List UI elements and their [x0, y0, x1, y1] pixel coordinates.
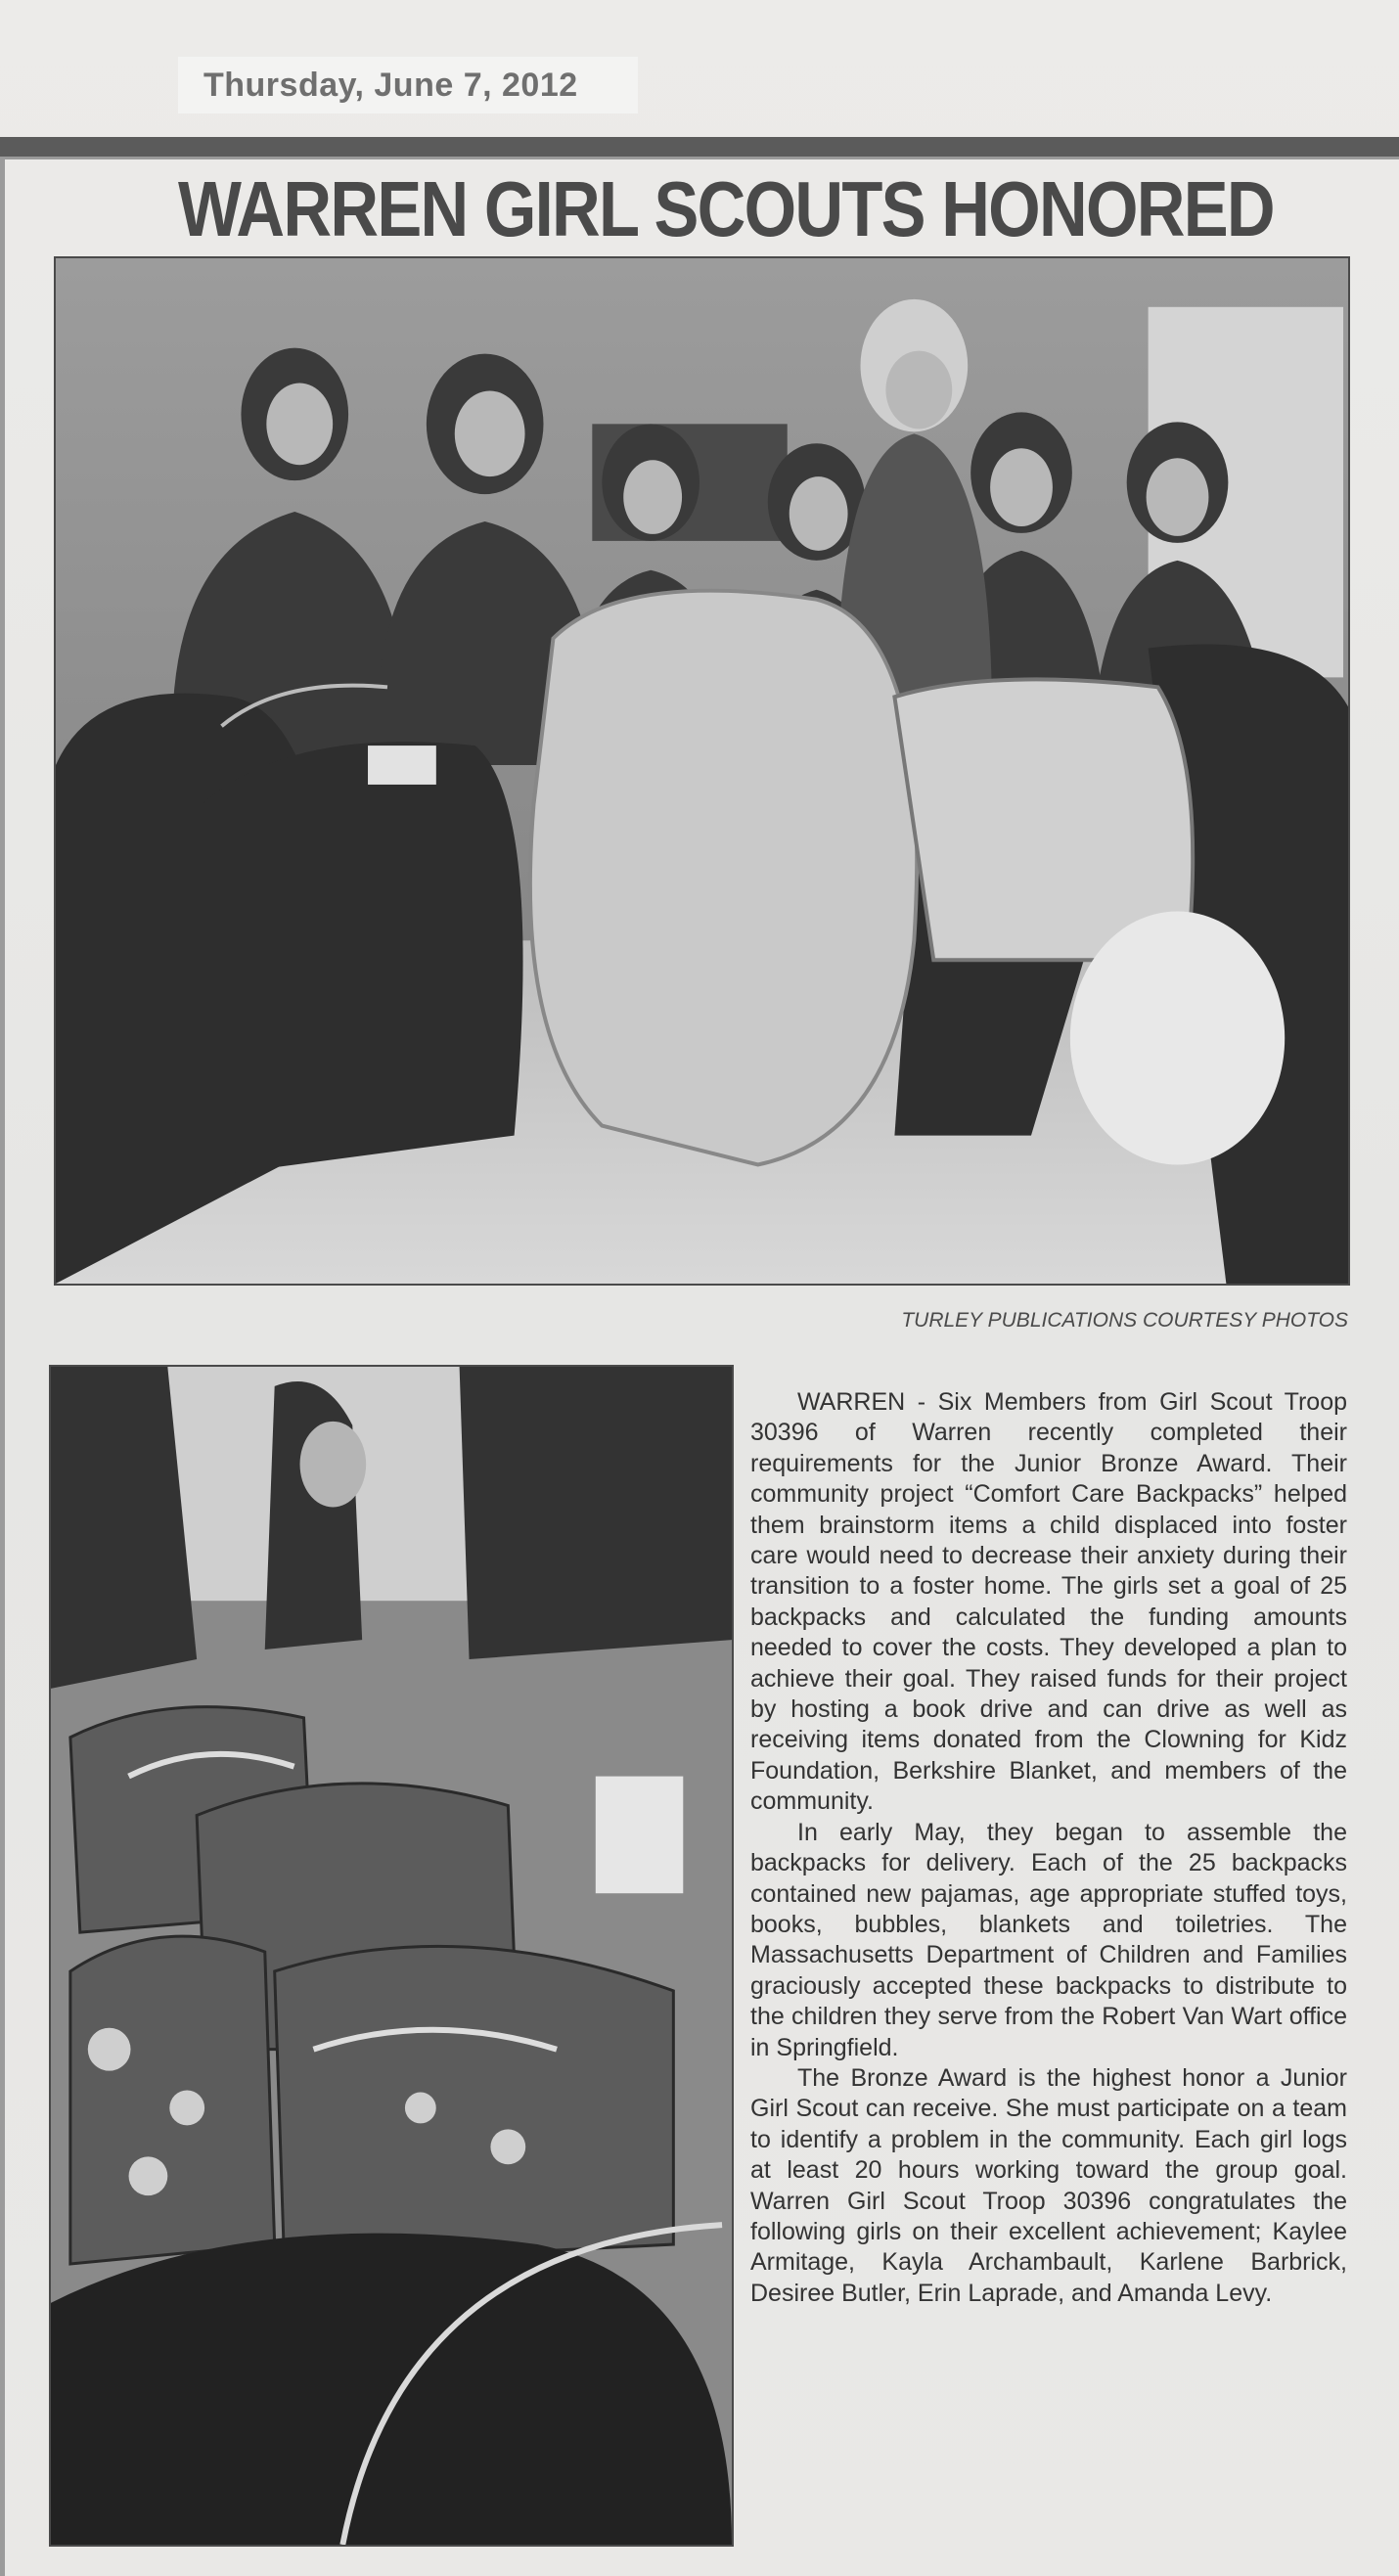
top-rule-light	[0, 157, 1399, 159]
dateline: Thursday, June 7, 2012	[178, 57, 638, 113]
article-paragraph: WARREN - Six Members from Girl Scout Troop 30396 of Warren recently completed their requirements for the Junior Bronze Award. Their community project “Comfort Care Backpacks” helped them brainstorm items a child displaced into foster care would need to decrease their anxiety during their transition to a foster home. The girls set a goal of 25 backpacks and calculated the funding amounts needed to cover the costs. They developed a plan to achieve their goal. They raised funds for their project by hosting a book drive and can drive as well as receiving items donated from the Clowning for Kidz Foundation, Berkshire Blanket, and members of the community.	[750, 1388, 1347, 1816]
article-paragraph: The Bronze Award is the highest honor a Junior Girl Scout can receive. She must participate on a team to identify a problem in the community. Each girl logs at least 20 hours working toward the group goal. Warren Girl Scout Troop 30396 congratulates the following girls on their excellent achievement; Kaylee Armitage, Kayla Archambault, Karlene Barbrick, Desiree Butler, Erin Laprade, and Amanda Levy.	[750, 2063, 1347, 2307]
group-photo	[54, 256, 1350, 1286]
backpacks-photo-image	[51, 1367, 732, 2545]
headline: WARREN GIRL SCOUTS HONORED	[178, 165, 1274, 252]
top-rule	[0, 137, 1399, 157]
photo-credit: TURLEY PUBLICATIONS COURTESY PHOTOS	[901, 1309, 1348, 1332]
backpacks-photo	[49, 1365, 734, 2547]
article-body	[750, 1387, 1347, 2309]
left-page-edge	[0, 157, 5, 2576]
group-photo-image	[56, 258, 1348, 1284]
article-paragraph: In early May, they began to assemble the backpacks for delivery. Each of the 25 backpacks contained new pajamas, age appropriate stuffed toys, books, bubbles, blankets and toiletries. The Massachusetts Department of Children and Families graciously accepted these backpacks to distribute to the children they serve from the Robert Van Wart office in Springfield.	[750, 1818, 1347, 2061]
